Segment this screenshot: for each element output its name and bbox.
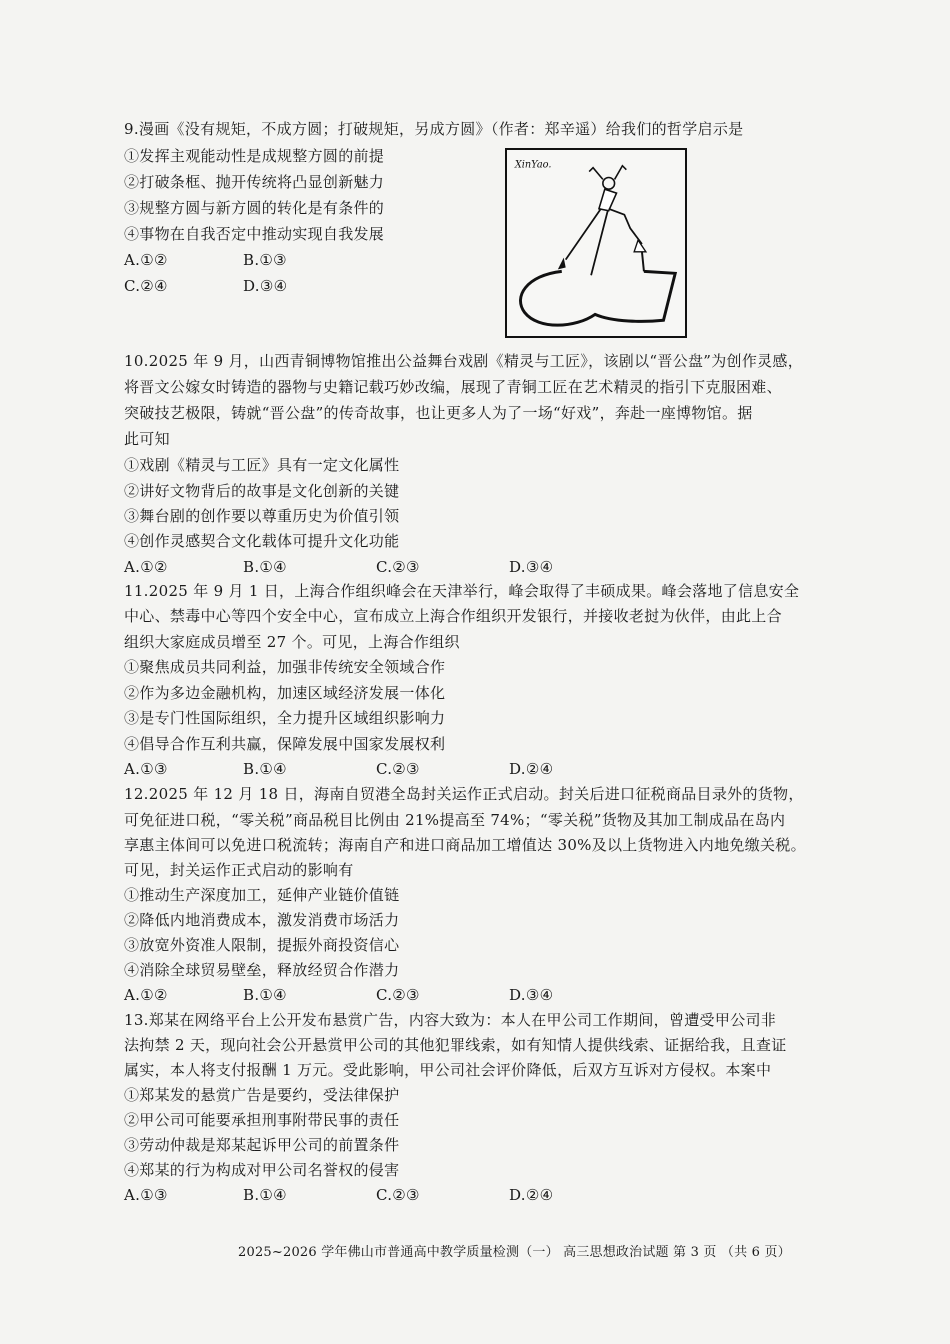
- q13-option-d: D.②④: [509, 1186, 554, 1204]
- q12-option-d: D.③④: [509, 986, 554, 1004]
- q10-option-a: A.①②: [124, 558, 168, 576]
- q11-item-1: ①聚焦成员共同利益，加强非传统安全领域合作: [124, 658, 446, 676]
- q9-option-c: C.②④: [124, 277, 168, 295]
- q9-item-1: ①发挥主观能动性是成规整方圆的前提: [124, 147, 385, 165]
- q9-option-d: D.③④: [243, 277, 288, 295]
- q10-option-b: B.①④: [243, 558, 287, 576]
- q13-item-2: ②甲公司可能要承担刑事附带民事的责任: [124, 1111, 400, 1129]
- q11-item-2: ②作为多边金融机构，加速区域经济发展一体化: [124, 684, 446, 702]
- q10-option-c: C.②③: [376, 558, 420, 576]
- q12-item-3: ③放宽外资准人限制，提振外商投资信心: [124, 936, 400, 954]
- q10-item-2: ②讲好文物背后的故事是文化创新的关键: [124, 482, 400, 500]
- q11-stem-line-1: 11.2025 年 9 月 1 日，上海合作组织峰会在天津举行，峰会取得了丰硕成果。峰会落地了信息安全: [124, 582, 800, 600]
- q10-stem-line-3: 突破技艺极限，铸就“晋公盘”的传奇故事，也让更多人为了一场“好戏”，奔赴一座博物馆。据: [124, 404, 753, 422]
- q9-option-b: B.①③: [243, 251, 287, 269]
- q10-stem-line-2: 将晋文公嫁女时铸造的器物与史籍记载巧妙改编，展现了青铜工匠在艺术精灵的指引下克服困难、: [124, 378, 782, 396]
- q10-option-d: D.③④: [509, 558, 554, 576]
- q12-item-2: ②降低内地消费成本，激发消费市场活力: [124, 911, 400, 929]
- q10-stem-line-4: 此可知: [124, 430, 170, 448]
- q11-stem-line-3: 组织大家庭成员增至 27 个。可见，上海合作组织: [124, 633, 460, 651]
- q9-item-3: ③规整方圆与新方圆的转化是有条件的: [124, 199, 385, 217]
- q9-item-2: ②打破条框、抛开传统将凸显创新魅力: [124, 173, 385, 191]
- q12-item-1: ①推动生产深度加工，延伸产业链价值链: [124, 886, 400, 904]
- q11-option-a: A.①③: [124, 760, 168, 778]
- q11-stem-line-2: 中心、禁毒中心等四个安全中心，宣布成立上海合作组织开发银行，并接收老挝为伙伴，由此上合: [124, 607, 782, 625]
- q12-item-4: ④消除全球贸易壁垒，释放经贸合作潜力: [124, 961, 400, 979]
- q10-item-4: ④创作灵感契合文化载体可提升文化功能: [124, 532, 400, 550]
- q13-stem-line-2: 法拘禁 2 天，现向社会公开悬赏甲公司的其他犯罪线索，如有知情人提供线索、证据给我，且查证: [124, 1036, 787, 1054]
- q13-stem-line-3: 属实，本人将支付报酬 1 万元。受此影响，甲公司社会评价降低，后双方互诉对方侵权。本案中: [124, 1061, 772, 1079]
- q13-item-4: ④郑某的行为构成对甲公司名誉权的侵害: [124, 1161, 400, 1179]
- q10-item-3: ③舞台剧的创作要以尊重历史为价值引领: [124, 507, 400, 525]
- q11-item-3: ③是专门性国际组织，全力提升区域组织影响力: [124, 709, 446, 727]
- q11-option-c: C.②③: [376, 760, 420, 778]
- q12-option-c: C.②③: [376, 986, 420, 1004]
- q12-stem-line-1: 12.2025 年 12 月 18 日，海南自贸港全岛封关运作正式启动。封关后进口征税商品目录外的货物，: [124, 785, 804, 803]
- q13-item-3: ③劳动仲裁是郑某起诉甲公司的前置条件: [124, 1136, 400, 1154]
- q10-stem-line-1: 10.2025 年 9 月，山西青铜博物馆推出公益舞台戏剧《精灵与工匠》，该剧以“晋公盘”为创作灵感，: [124, 352, 804, 370]
- q11-option-d: D.②④: [509, 760, 554, 778]
- q10-item-1: ①戏剧《精灵与工匠》具有一定文化属性: [124, 456, 400, 474]
- q9-item-4: ④事物在自我否定中推动实现自我发展: [124, 225, 385, 243]
- q12-option-b: B.①④: [243, 986, 287, 1004]
- q9-option-a: A.①②: [124, 251, 168, 269]
- q13-stem-line-1: 13.郑某在网络平台上公开发布悬赏广告，内容大致为：本人在甲公司工作期间，曾遭受甲公司非: [124, 1011, 777, 1029]
- q13-option-b: B.①④: [243, 1186, 287, 1204]
- cartoon-signature: XinYao.: [514, 159, 552, 171]
- q12-stem-line-3: 享惠主体间可以免进口税流转；海南自产和进口商品加工增值达 30%及以上货物进入内地免缴关税。: [124, 836, 806, 854]
- q9-stem: 9.漫画《没有规矩，不成方圆；打破规矩，另成方圆》（作者：郑辛遥）给我们的哲学启示是: [124, 120, 744, 138]
- q11-option-b: B.①④: [243, 760, 287, 778]
- q12-stem-line-4: 可见，封关运作正式启动的影响有: [124, 861, 354, 879]
- q13-option-c: C.②③: [376, 1186, 420, 1204]
- q11-item-4: ④倡导合作互利共赢，保障发展中国家发展权利: [124, 735, 446, 753]
- q12-option-a: A.①②: [124, 986, 168, 1004]
- q13-item-1: ①郑某发的悬赏广告是要约，受法律保护: [124, 1086, 400, 1104]
- page-footer: 2025~2026 学年佛山市普通高中教学质量检测（一） 高三思想政治试题 第 3 页 （共 6 页）: [238, 1245, 791, 1260]
- compass-drawing-cartoon: [505, 148, 687, 338]
- q13-option-a: A.①③: [124, 1186, 168, 1204]
- q12-stem-line-2: 可免征进口税，“零关税”商品税目比例由 21%提高至 74%；“零关税”货物及其加工制成品在岛内: [124, 811, 786, 829]
